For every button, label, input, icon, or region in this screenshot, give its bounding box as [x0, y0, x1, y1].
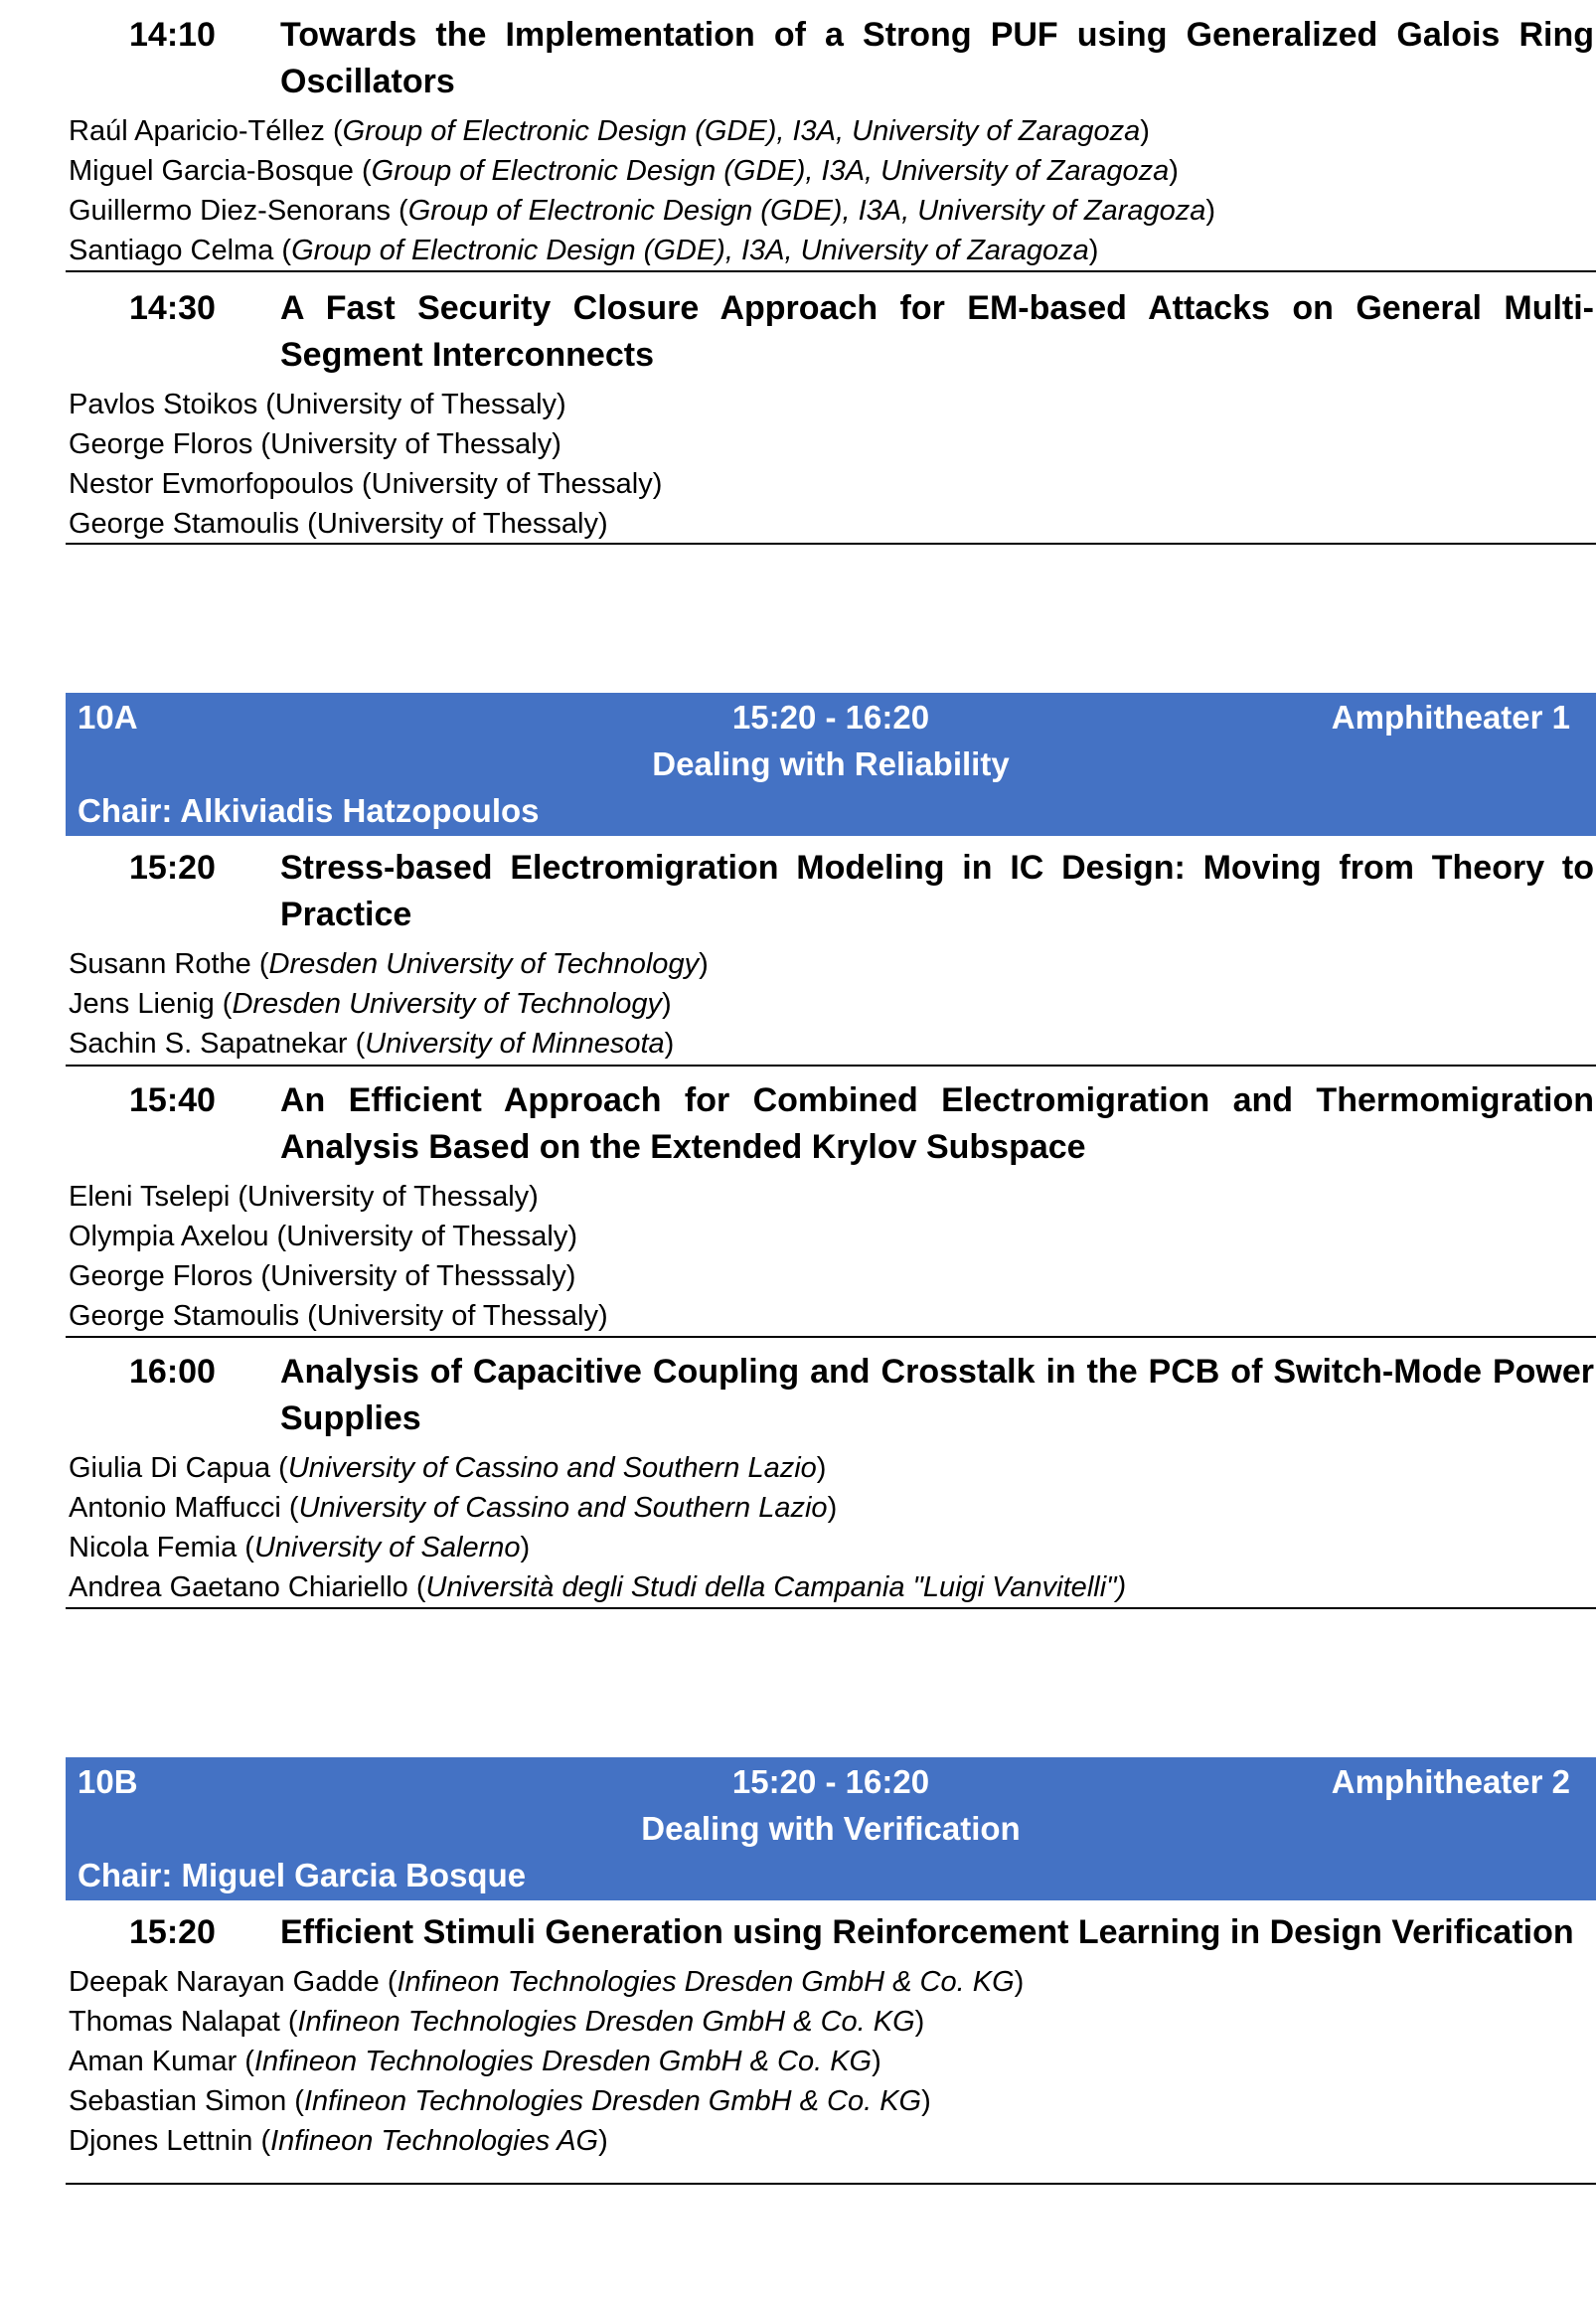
paper-time: 15:40	[129, 1081, 216, 1119]
session-time: 15:20 - 16:20	[731, 699, 930, 736]
author-name: Deepak Narayan Gadde	[69, 1966, 380, 1998]
separator-rule	[66, 1607, 1596, 1609]
author-name: Olympia Axelou	[69, 1221, 269, 1252]
author-line: Miguel Garcia-Bosque (Group of Electronic Design (GDE), I3A, University of Zaragoza)	[69, 155, 1179, 187]
paper-header	[0, 1349, 1596, 1442]
paper-title: Towards the Implementation of a Strong PUF using Generalized Galois Ring Oscillators	[280, 16, 1594, 100]
author-line: George Floros (University of Thessaly)	[69, 428, 561, 460]
author-name: Thomas Nalapat	[69, 2006, 280, 2038]
separator-rule	[66, 1336, 1596, 1338]
author-line: Thomas Nalapat (Infineon Technologies Dresden GmbH & Co. KG)	[69, 2006, 925, 2038]
author-name: Guillermo Diez-Senorans	[69, 195, 391, 227]
paper-header	[0, 285, 1596, 379]
author-affiliation: Group of Electronic Design (GDE), I3A, University of Zaragoza	[291, 235, 1089, 266]
author-name: Santiago Celma	[69, 235, 274, 266]
author-affiliation: University of Cassino and Southern Lazio	[287, 1452, 817, 1484]
author-line: Guillermo Diez-Senorans (Group of Electronic Design (GDE), I3A, University of Zaragoza)	[69, 195, 1215, 227]
session-banner-10b	[66, 1757, 1596, 1900]
session-title: Dealing with Verification	[641, 1810, 1021, 1847]
author-affiliation: Infineon Technologies Dresden GmbH & Co. KG	[303, 2085, 922, 2117]
author-name: Eleni Tselepi	[69, 1181, 231, 1213]
author-line: Pavlos Stoikos (University of Thessaly)	[69, 389, 566, 420]
author-affiliation: Infineon Technologies Dresden GmbH & Co. KG	[253, 2046, 873, 2077]
author-name: George Floros	[69, 428, 253, 460]
author-line: Jens Lienig (Dresden University of Technology)	[69, 988, 672, 1020]
paper-time: 16:00	[129, 1353, 216, 1391]
author-affiliation: University of Thessaly	[371, 468, 653, 500]
author-affiliation: University of Thessaly	[270, 428, 553, 460]
paper-entry	[0, 1349, 1596, 1607]
session-time: 15:20 - 16:20	[731, 1763, 930, 1800]
author-affiliation: Dresden University of Technology	[268, 948, 700, 980]
author-affiliation: Infineon Technologies AG	[270, 2125, 599, 2157]
author-affiliation: Infineon Technologies Dresden GmbH & Co. KG	[297, 2006, 915, 2038]
author-affiliation: University of Thessaly	[247, 1181, 530, 1213]
author-affiliation: University of Thessaly	[316, 1300, 598, 1332]
paper-time: 15:20	[129, 1913, 216, 1951]
author-name: George Stamoulis	[69, 508, 300, 540]
paper-time: 14:10	[129, 16, 216, 54]
author-name: Andrea Gaetano Chiariello	[69, 1571, 408, 1603]
author-line: Antonio Maffucci (University of Cassino and Southern Lazio)	[69, 1492, 838, 1524]
author-affiliation: Group of Electronic Design (GDE), I3A, University of Zaragoza	[407, 195, 1206, 227]
paper-header	[0, 1077, 1596, 1171]
author-name: Raúl Aparicio-Téllez	[69, 115, 325, 147]
separator-rule	[66, 2183, 1596, 2185]
author-affiliation: University of Cassino and Southern Lazio	[298, 1492, 828, 1524]
session-code: 10A	[78, 699, 138, 736]
author-affiliation: Università degli Studi della Campania "Luigi Vanvitelli")	[425, 1571, 1127, 1603]
session-banner-10a	[66, 693, 1596, 836]
session-room: Amphitheater 2	[1331, 1763, 1570, 1800]
author-line: Susann Rothe (Dresden University of Technology)	[69, 948, 709, 980]
author-name: Jens Lienig	[69, 988, 215, 1020]
paper-time: 14:30	[129, 289, 216, 327]
author-affiliation: University of Minnesota	[365, 1028, 665, 1060]
author-name: Antonio Maffucci	[69, 1492, 281, 1524]
author-affiliation: Group of Electronic Design (GDE), I3A, University of Zaragoza	[371, 155, 1170, 187]
paper-title: Analysis of Capacitive Coupling and Crosstalk in the PCB of Switch-Mode Power Supplies	[280, 1353, 1594, 1437]
author-list	[69, 111, 1589, 270]
paper-header	[0, 12, 1596, 105]
author-name: George Floros	[69, 1260, 253, 1292]
session-title: Dealing with Reliability	[652, 745, 1010, 782]
author-line: Giulia Di Capua (University of Cassino and Southern Lazio)	[69, 1452, 827, 1484]
paper-entry	[0, 845, 1596, 1064]
author-line: Deepak Narayan Gadde (Infineon Technologies Dresden GmbH & Co. KG)	[69, 1966, 1025, 1998]
author-affiliation: University of Thesssaly	[270, 1260, 566, 1292]
author-affiliation: University of Thessaly	[274, 389, 558, 420]
author-line: Santiago Celma (Group of Electronic Design (GDE), I3A, University of Zaragoza)	[69, 235, 1099, 266]
author-name: Sachin S. Sapatnekar	[69, 1028, 348, 1060]
paper-entry	[0, 12, 1596, 270]
author-name: Nicola Femia	[69, 1532, 238, 1563]
author-line: Nestor Evmorfopoulos (University of Thessaly)	[69, 468, 663, 500]
author-list	[69, 944, 1589, 1064]
paper-header	[0, 1909, 1596, 1956]
author-name: George Stamoulis	[69, 1300, 300, 1332]
author-line: Djones Lettnin (Infineon Technologies AG)	[69, 2125, 608, 2157]
author-name: Susann Rothe	[69, 948, 251, 980]
author-name: Giulia Di Capua	[69, 1452, 271, 1484]
separator-rule	[66, 1065, 1596, 1067]
author-line: Olympia Axelou (University of Thessaly)	[69, 1221, 578, 1252]
paper-title: An Efficient Approach for Combined Electromigration and Thermomigration Analysis Based on the Extended Krylov Subspace	[280, 1081, 1594, 1166]
paper-entry	[0, 1909, 1596, 2161]
author-name: Djones Lettnin	[69, 2125, 253, 2157]
author-line: George Floros (University of Thesssaly)	[69, 1260, 576, 1292]
paper-title: Efficient Stimuli Generation using Reinforcement Learning in Design Verification	[280, 1913, 1574, 1951]
author-affiliation: Infineon Technologies Dresden GmbH & Co. KG	[397, 1966, 1015, 1998]
paper-time: 15:20	[129, 849, 216, 887]
author-line: Raúl Aparicio-Téllez (Group of Electronic Design (GDE), I3A, University of Zaragoza)	[69, 115, 1150, 147]
paper-title: Stress-based Electromigration Modeling in IC Design: Moving from Theory to Practice	[280, 849, 1594, 933]
author-list	[69, 1448, 1589, 1607]
author-affiliation: University of Thessaly	[286, 1221, 568, 1252]
author-affiliation: University of Salerno	[253, 1532, 521, 1563]
author-affiliation: Dresden University of Technology	[232, 988, 662, 1020]
author-list	[69, 1177, 1589, 1336]
separator-rule	[66, 543, 1596, 545]
author-line: Nicola Femia (University of Salerno)	[69, 1532, 531, 1563]
author-affiliation: Group of Electronic Design (GDE), I3A, University of Zaragoza	[342, 115, 1141, 147]
author-line: George Stamoulis (University of Thessaly)	[69, 508, 608, 540]
author-line: George Stamoulis (University of Thessaly)	[69, 1300, 608, 1332]
author-name: Miguel Garcia-Bosque	[69, 155, 354, 187]
separator-rule	[66, 270, 1596, 272]
author-line: Andrea Gaetano Chiariello (Università degli Studi della Campania "Luigi Vanvitelli")	[69, 1571, 1127, 1603]
author-affiliation: University of Thessaly	[316, 508, 598, 540]
session-code: 10B	[78, 1763, 138, 1800]
author-line: Aman Kumar (Infineon Technologies Dresden GmbH & Co. KG)	[69, 2046, 881, 2077]
session-chair: Chair: Alkiviadis Hatzopoulos	[78, 792, 540, 829]
author-name: Nestor Evmorfopoulos	[69, 468, 354, 500]
paper-title: A Fast Security Closure Approach for EM-based Attacks on General Multi-Segment Interconnects	[280, 289, 1594, 374]
author-name: Pavlos Stoikos	[69, 389, 258, 420]
author-name: Aman Kumar	[69, 2046, 238, 2077]
author-line: Sachin S. Sapatnekar (University of Minnesota)	[69, 1028, 675, 1060]
author-name: Sebastian Simon	[69, 2085, 287, 2117]
session-chair: Chair: Miguel Garcia Bosque	[78, 1857, 527, 1893]
author-line: Sebastian Simon (Infineon Technologies Dresden GmbH & Co. KG)	[69, 2085, 931, 2117]
author-line: Eleni Tselepi (University of Thessaly)	[69, 1181, 539, 1213]
paper-entry	[0, 285, 1596, 544]
paper-entry	[0, 1077, 1596, 1336]
paper-header	[0, 845, 1596, 938]
author-list	[69, 385, 1589, 544]
author-list	[69, 1962, 1589, 2161]
session-room: Amphitheater 1	[1331, 699, 1570, 736]
